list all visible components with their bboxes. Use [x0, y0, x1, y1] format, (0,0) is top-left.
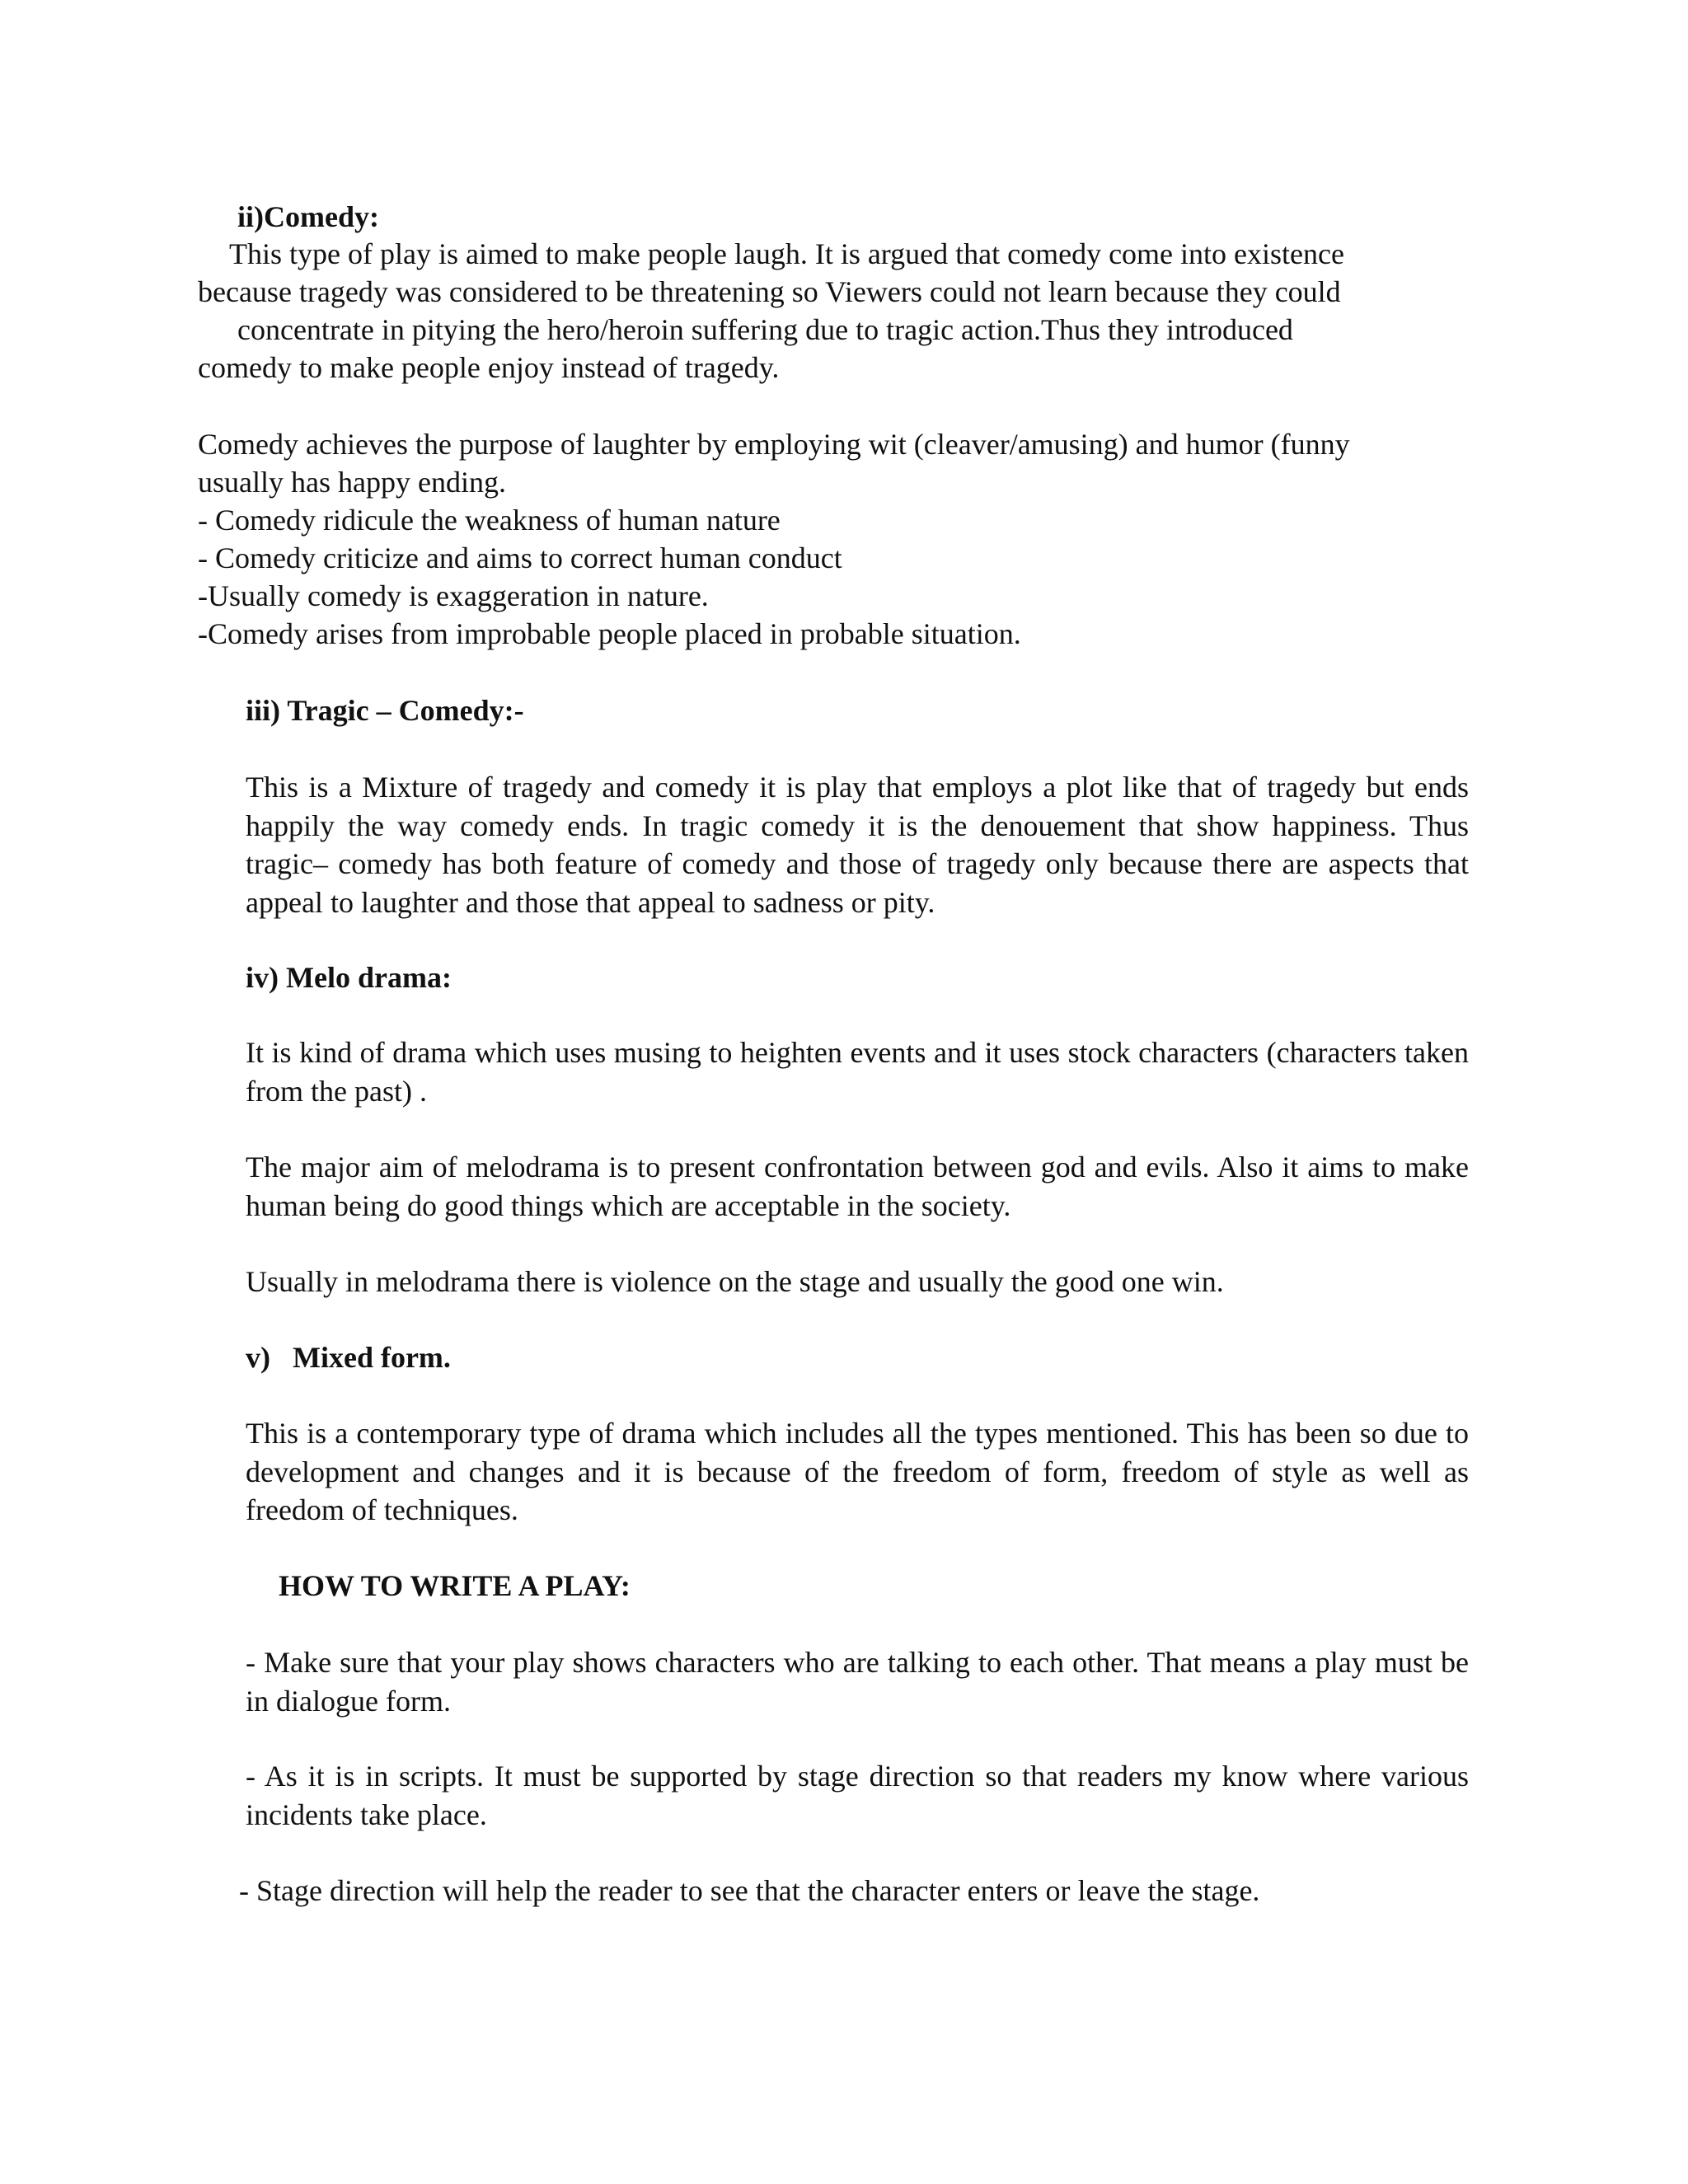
- melodrama-paragraph-3: Usually in melodrama there is violence on the stage and usually the good one win.: [246, 1265, 1224, 1298]
- mixed-form-heading: v) Mixed form.: [246, 1341, 451, 1374]
- comedy-para2-line1: Comedy achieves the purpose of laughter by employing wit (cleaver/amusing) and humor (funny: [198, 428, 1350, 461]
- how-to-item-1: - Make sure that your play shows characters who are talking to each other. That means a play must be in dialogue form.: [246, 1646, 1469, 1718]
- tragic-comedy-paragraph: This is a Mixture of tragedy and comedy it is play that employs a plot like that of tragedy but ends happily the way comedy ends. In tragic comedy it is the denouement that show happiness. Thus tragic– comedy has both feature of comedy and those of tragedy only because there are aspects that appeal to laughter and those that appeal to sadness or pity.: [246, 771, 1469, 919]
- comedy-heading: ii)Comedy:: [237, 200, 379, 233]
- comedy-para1-line2: because tragedy was considered to be threatening so Viewers could not learn because they could: [198, 275, 1341, 308]
- mixed-form-paragraph: This is a contemporary type of drama which includes all the types mentioned. This has been so due to development and changes and it is because of the freedom of form, freedom of style as well as freedom of techniques.: [246, 1417, 1469, 1526]
- comedy-bullet: - Comedy criticize and aims to correct human conduct: [198, 541, 842, 574]
- melodrama-paragraph-2: The major aim of melodrama is to present confrontation between god and evils. Also it aims to make human being do good things which are acceptable in the society.: [246, 1151, 1469, 1222]
- comedy-bullet: -Comedy arises from improbable people placed in probable situation.: [198, 617, 1021, 650]
- comedy-para1-line4: comedy to make people enjoy instead of tragedy.: [198, 351, 780, 384]
- comedy-para1-line3: concentrate in pitying the hero/heroin suffering due to tragic action.Thus they introduced: [237, 313, 1293, 346]
- how-to-item-2: - As it is in scripts. It must be supported by stage direction so that readers my know where various incidents take place.: [246, 1760, 1469, 1831]
- comedy-para1-line1: This type of play is aimed to make people laugh. It is argued that comedy come into existence: [229, 237, 1344, 270]
- comedy-bullet: - Comedy ridicule the weakness of human nature: [198, 504, 781, 537]
- comedy-para2-line2: usually has happy ending.: [198, 466, 506, 499]
- comedy-bullet: -Usually comedy is exaggeration in nature.: [198, 579, 709, 612]
- tragic-comedy-heading: iii) Tragic – Comedy:-: [246, 694, 524, 727]
- how-to-write-heading: HOW TO WRITE A PLAY:: [279, 1569, 631, 1602]
- how-to-item-3: - Stage direction will help the reader to see that the character enters or leave the stage.: [239, 1874, 1260, 1907]
- melodrama-paragraph-1: It is kind of drama which uses musing to heighten events and it uses stock characters (characters taken from the past) .: [246, 1036, 1469, 1108]
- melodrama-heading: iv) Melo drama:: [246, 961, 452, 994]
